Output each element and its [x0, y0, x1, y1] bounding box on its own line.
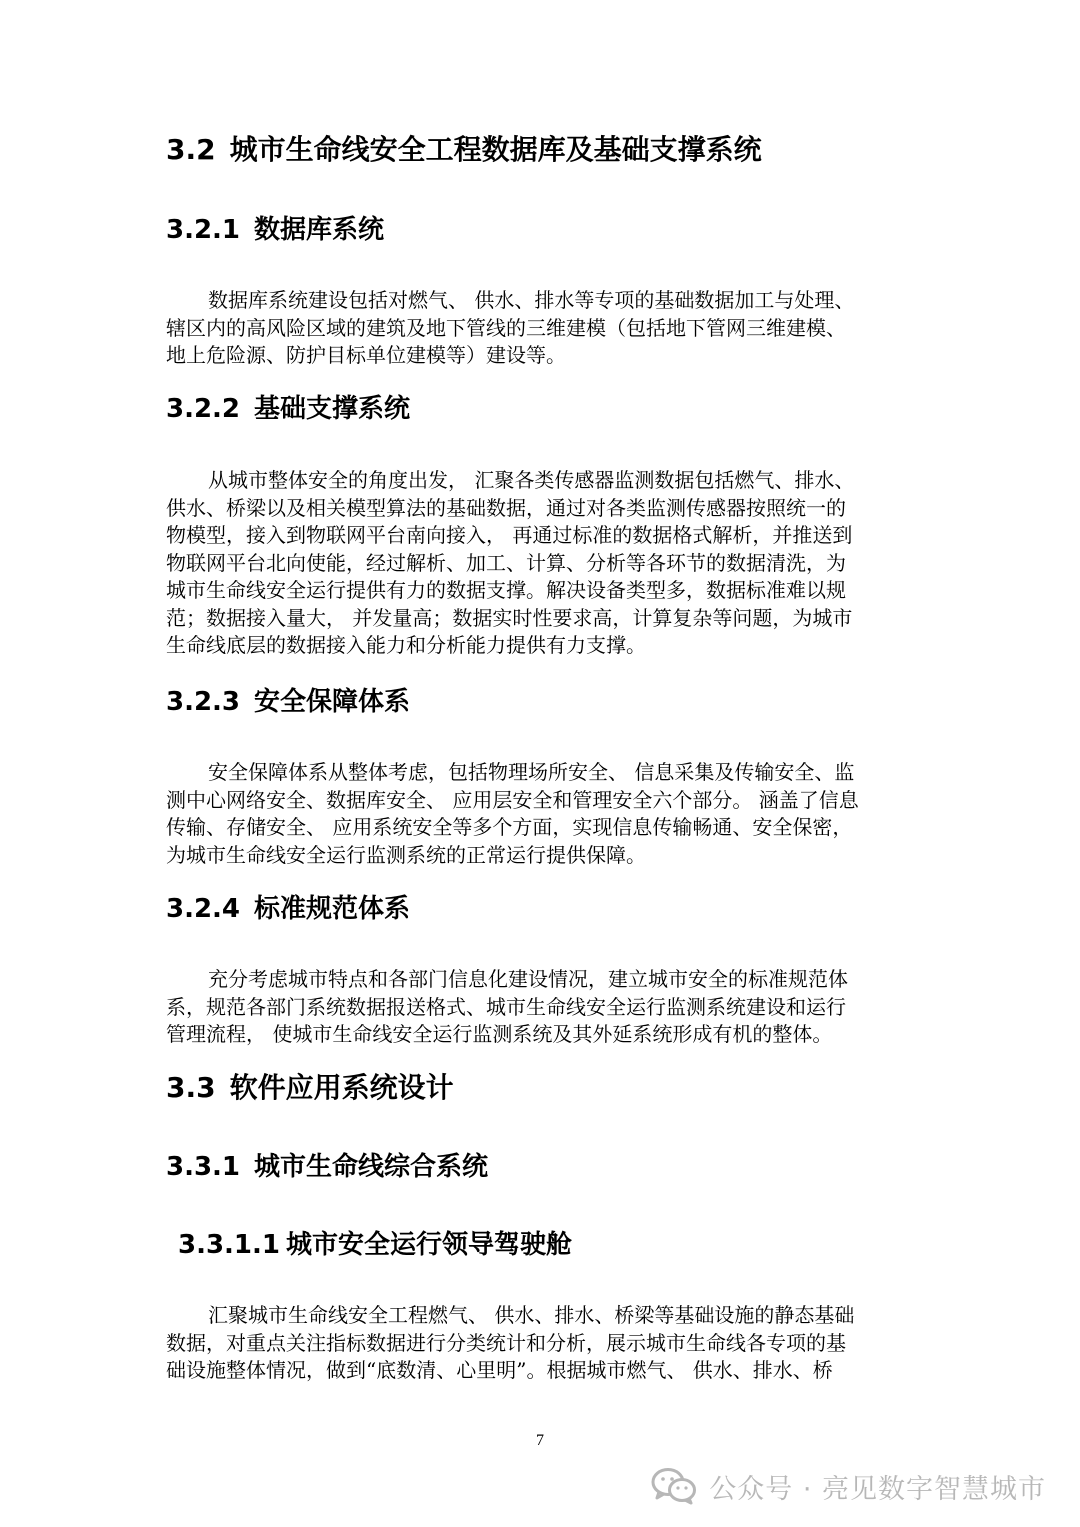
- heading-3-2-title: 城市生命线安全工程数据库及基础支撑系统: [229, 133, 762, 166]
- heading-3-2-3: [166, 689, 410, 715]
- heading-3-2-4-title: 标准规范体系: [254, 894, 411, 924]
- paragraph-standards-system: [166, 966, 926, 1049]
- heading-3-2-2-number: 3.2.2: [166, 394, 241, 424]
- heading-3-2-number: 3.2: [166, 133, 216, 166]
- heading-3-3-1-1-number: 3.3.1.1: [178, 1230, 280, 1260]
- paragraph-line: 城市生命线安全运行提供有力的数据支撑。解决设备类型多，数据标准难以规: [166, 578, 846, 602]
- paragraph-database-system: [166, 287, 926, 370]
- heading-3-2: [166, 133, 762, 166]
- paragraph-line: 供水、桥梁以及相关模型算法的基础数据，通过对各类监测传感器按照统一的: [166, 495, 846, 520]
- watermark-text: 公众号 · 亮见数字智慧城市: [709, 1473, 1046, 1505]
- heading-3-3-1-title: 城市生命线综合系统: [254, 1152, 489, 1182]
- heading-3-2-1-number: 3.2.1: [166, 215, 241, 245]
- heading-3-3-1: [166, 1154, 488, 1180]
- paragraph-line: 充分考虑城市特点和各部门信息化建设情况，建立城市安全的标准规范体: [208, 967, 848, 991]
- paragraph-line: 传输、存储安全、 应用系统安全等多个方面，实现信息传输畅通、安全保密，: [166, 815, 853, 839]
- paragraph-foundation-support: [166, 467, 926, 660]
- paragraph-line: 测中心网络安全、数据库安全、 应用层安全和管理安全六个部分。 涵盖了信息: [166, 787, 859, 812]
- heading-3-2-1-title: 数据库系统: [254, 215, 385, 245]
- wechat-icon: [651, 1467, 697, 1505]
- watermark: [651, 1462, 1046, 1510]
- heading-3-2-1: [166, 217, 384, 243]
- heading-3-2-4: [166, 896, 410, 922]
- paragraph-line: 从城市整体安全的角度出发， 汇聚各类传感器监测数据包括燃气、排水、: [208, 468, 855, 492]
- paragraph-line: 汇聚城市生命线安全工程燃气、 供水、排水、桥梁等基础设施的静态基础: [208, 1303, 855, 1327]
- page-number: 7: [536, 1432, 544, 1449]
- paragraph-line: 系，规范各部门系统数据报送格式、城市生命线安全运行监测系统建设和运行: [166, 994, 846, 1019]
- paragraph-line: 为城市生命线安全运行监测系统的正常运行提供保障。: [166, 842, 646, 867]
- heading-3-3-1-1-title: 城市安全运行领导驾驶舱: [286, 1230, 573, 1260]
- heading-3-2-4-number: 3.2.4: [166, 894, 241, 924]
- paragraph-line: 数据，对重点关注指标数据进行分类统计和分析，展示城市生命线各专项的基: [166, 1330, 846, 1355]
- paragraph-leader-cockpit: [166, 1302, 926, 1385]
- paragraph-line: 地上危险源、防护目标单位建模等）建设等。: [166, 343, 566, 367]
- heading-3-3-number: 3.3: [166, 1071, 216, 1104]
- paragraph-line: 辖区内的高风险区域的建筑及地下管线的三维建模（包括地下管网三维建模、: [166, 315, 846, 340]
- heading-3-3-1-number: 3.3.1: [166, 1152, 241, 1182]
- paragraph-line: 安全保障体系从整体考虑，包括物理场所安全、 信息采集及传输安全、监: [208, 760, 855, 784]
- paragraph-line: 生命线底层的数据接入能力和分析能力提供有力支撑。: [166, 633, 646, 657]
- heading-3-3: [166, 1071, 454, 1104]
- paragraph-line: 数据库系统建设包括对燃气、 供水、排水等专项的基础数据加工与处理、: [208, 288, 855, 312]
- heading-3-2-2-title: 基础支撑系统: [254, 394, 411, 424]
- heading-3-2-2: [166, 396, 410, 422]
- paragraph-line: 物模型，接入到物联网平台南向接入， 再通过标准的数据格式解析，并推送到: [166, 523, 853, 547]
- paragraph-line: 物联网平台北向使能，经过解析、加工、计算、分析等各环节的数据清洗，为: [166, 550, 846, 575]
- paragraph-line: 范；数据接入量大， 并发量高；数据实时性要求高，计算复杂等问题，为城市: [166, 605, 853, 630]
- heading-3-2-3-number: 3.2.3: [166, 687, 241, 717]
- heading-3-3-title: 软件应用系统设计: [229, 1071, 454, 1104]
- heading-3-2-3-title: 安全保障体系: [254, 687, 411, 717]
- paragraph-security-system: [166, 759, 926, 869]
- heading-3-3-1-1: [178, 1232, 572, 1258]
- paragraph-line: 管理流程， 使城市生命线安全运行监测系统及其外延系统形成有机的整体。: [166, 1022, 833, 1046]
- paragraph-line: 础设施整体情况，做到“底数清、心里明”。根据城市燃气、 供水、排水、桥: [166, 1358, 833, 1382]
